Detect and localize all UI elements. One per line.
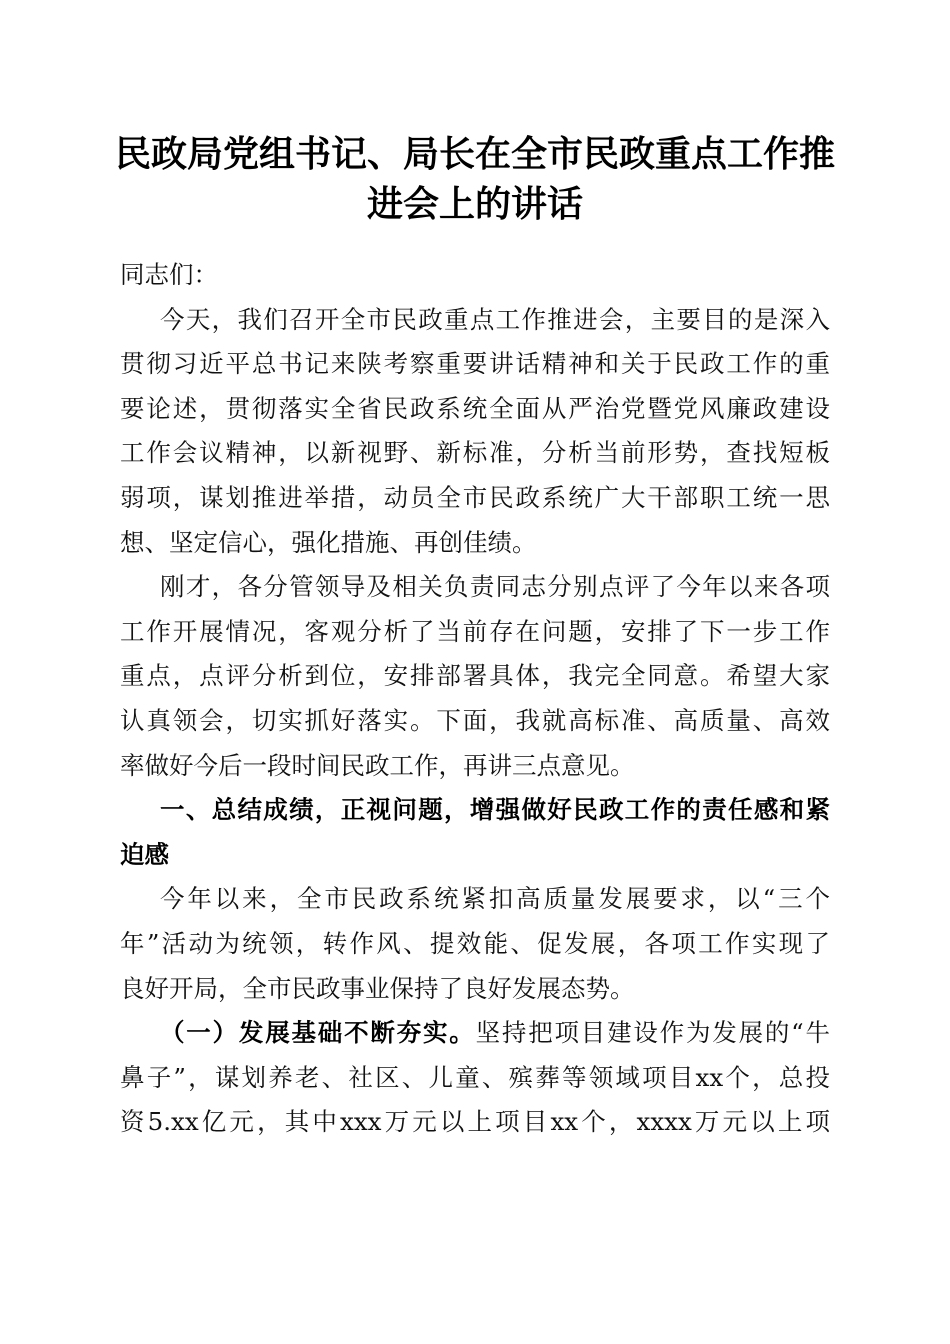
- paragraph-achievements: [120, 877, 830, 1011]
- paragraph-review: [120, 565, 830, 788]
- paragraph-line: 鼻子”，谋划养老、社区、儿童、殡葬等领域项目xx个，总投: [120, 1062, 830, 1092]
- paragraph-line: 工作开展情况，客观分析了当前存在问题，安排了下一步工作: [120, 616, 830, 646]
- paragraph-line: 资5.xx亿元，其中xxx万元以上项目xx个，xxxx万元以上项: [120, 1107, 830, 1137]
- section-heading-line: 迫感: [120, 839, 169, 869]
- section-heading-line: 一、总结成绩，正视问题，增强做好民政工作的责任感和紧: [160, 795, 830, 825]
- paragraph-line: 率做好今后一段时间民政工作，再讲三点意见。: [120, 750, 635, 780]
- subsection-lead: （一）发展基础不断夯实。: [160, 1018, 476, 1048]
- paragraph-line: 良好开局，全市民政事业保持了良好发展态势。: [120, 973, 635, 1003]
- paragraph-line: 今年以来，全市民政系统紧扣高质量发展要求，以“三个: [160, 884, 830, 914]
- title-line: 进会上的讲话: [366, 184, 583, 225]
- paragraph-line: 贯彻习近平总书记来陕考察重要讲话精神和关于民政工作的重: [120, 349, 830, 379]
- paragraph-intro: [120, 298, 830, 566]
- paragraph-line: 弱项，谋划推进举措，动员全市民政系统广大干部职工统一思: [120, 482, 830, 512]
- section-heading: [120, 788, 830, 877]
- paragraph-line: 认真领会，切实抓好落实。下面，我就高标准、高质量、高效: [120, 705, 830, 735]
- paragraph-line: 刚才，各分管领导及相关负责同志分别点评了今年以来各项: [160, 572, 830, 602]
- document-body: [120, 253, 830, 1145]
- paragraph-line: 想、坚定信心，强化措施、再创佳绩。: [120, 527, 537, 557]
- paragraph-line: 今天，我们召开全市民政重点工作推进会，主要目的是深入: [160, 304, 830, 334]
- salutation: 同志们：: [120, 260, 218, 289]
- title-line: 民政局党组书记、局长在全市民政重点工作推: [114, 134, 835, 175]
- paragraph-line: 重点，点评分析到位，安排部署具体，我完全同意。希望大家: [120, 661, 830, 691]
- paragraph-line: 工作会议精神，以新视野、新标准，分析当前形势，查找短板: [120, 438, 830, 468]
- subsection-first-line-rest: 坚持把项目建设作为发展的“牛: [475, 1018, 831, 1048]
- paragraph-line: 年”活动为统领，转作风、提效能、促发展，各项工作实现了: [120, 928, 830, 958]
- subsection-first-line: [120, 1011, 830, 1056]
- paragraph-line: 要论述，贯彻落实全省民政系统全面从严治党暨党风廉政建设: [120, 393, 830, 423]
- subsection-foundation: [120, 1011, 830, 1145]
- document-title: [110, 130, 840, 230]
